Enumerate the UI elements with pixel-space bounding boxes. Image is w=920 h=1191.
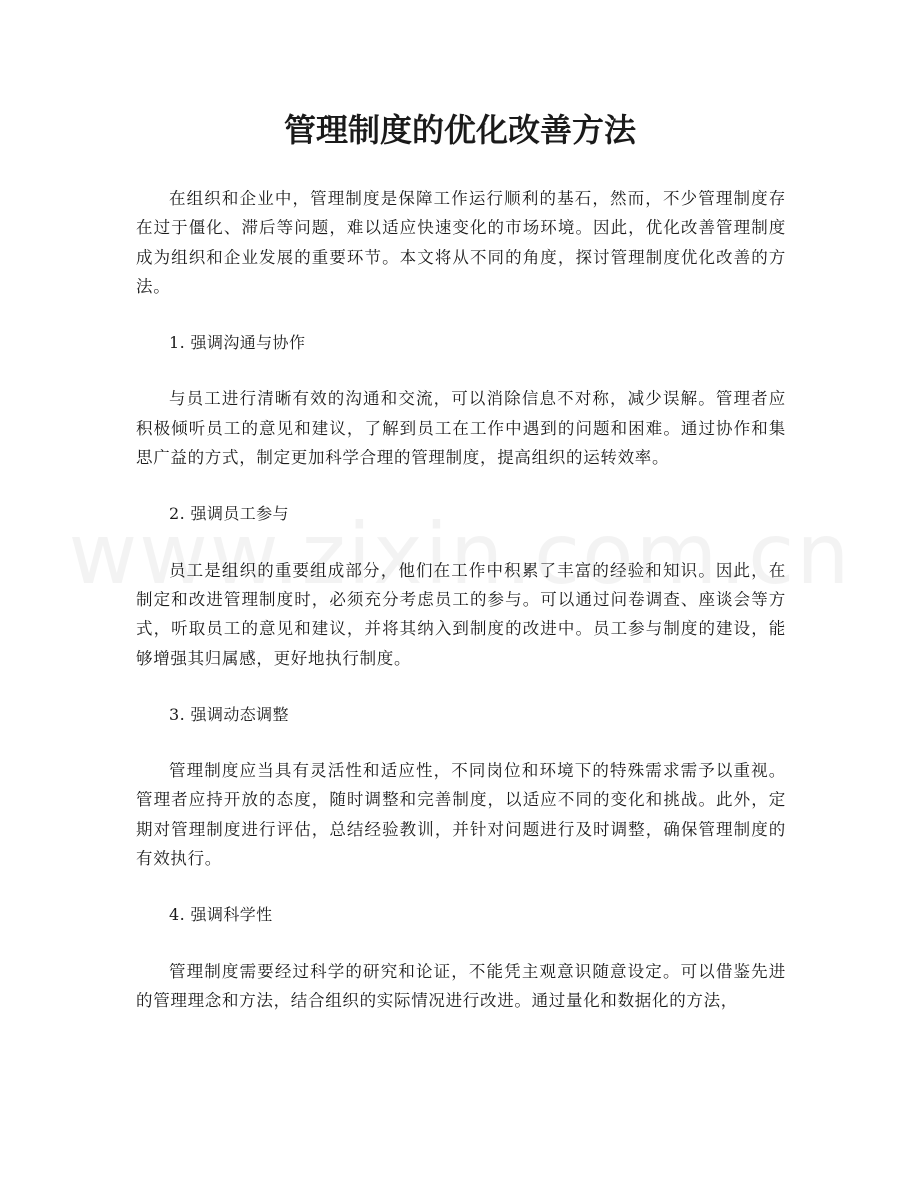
section-heading: 3. 强调动态调整 [169, 704, 289, 724]
document-body [136, 184, 786, 1015]
section-paragraph: 管理制度应当具有灵活性和适应性，不同岗位和环境下的特殊需求需予以重视。管理者应持开放的态度，随时调整和完善制度，以适应不同的变化和挑战。此外，定期对管理制度进行评估，总结经验教训，并针对问题进行及时调整，确保管理制度的有效执行。 [136, 761, 786, 869]
section-3 [136, 700, 786, 873]
section-heading: 2. 强调员工参与 [169, 504, 289, 524]
section-2 [136, 499, 786, 672]
section-heading: 4. 强调科学性 [169, 905, 273, 925]
section-paragraph: 管理制度需要经过科学的研究和论证，不能凭主观意识随意设定。可以借鉴先进的管理理念和方法，结合组织的实际情况进行改进。通过量化和数据化的方法， [136, 961, 786, 1010]
page-title: 管理制度的优化改善方法 [283, 111, 636, 149]
section-4 [136, 900, 786, 1015]
section-heading: 1. 强调沟通与协作 [169, 333, 306, 353]
section-paragraph: 员工是组织的重要组成部分，他们在工作中积累了丰富的经验和知识。因此，在制定和改进管理制度时，必须充分考虑员工的参与。可以通过问卷调查、座谈会等方式，听取员工的意见和建议，并将其纳入到制度的改进中。员工参与制度的建设，能够增强其归属感，更好地执行制度。 [136, 560, 786, 668]
section-1 [136, 328, 786, 472]
section-paragraph: 与员工进行清晰有效的沟通和交流，可以消除信息不对称，减少误解。管理者应积极倾听员工的意见和建议，了解到员工在工作中遇到的问题和困难。通过协作和集思广益的方式，制定更加科学合理的管理制度，提高组织的运转效率。 [136, 389, 786, 468]
intro-paragraph: 在组织和企业中，管理制度是保障工作运行顺利的基石，然而，不少管理制度存在过于僵化、滞后等问题，难以适应快速变化的市场环境。因此，优化改善管理制度成为组织和企业发展的重要环节。本文将从不同的角度，探讨管理制度优化改善的方法。 [136, 189, 786, 296]
